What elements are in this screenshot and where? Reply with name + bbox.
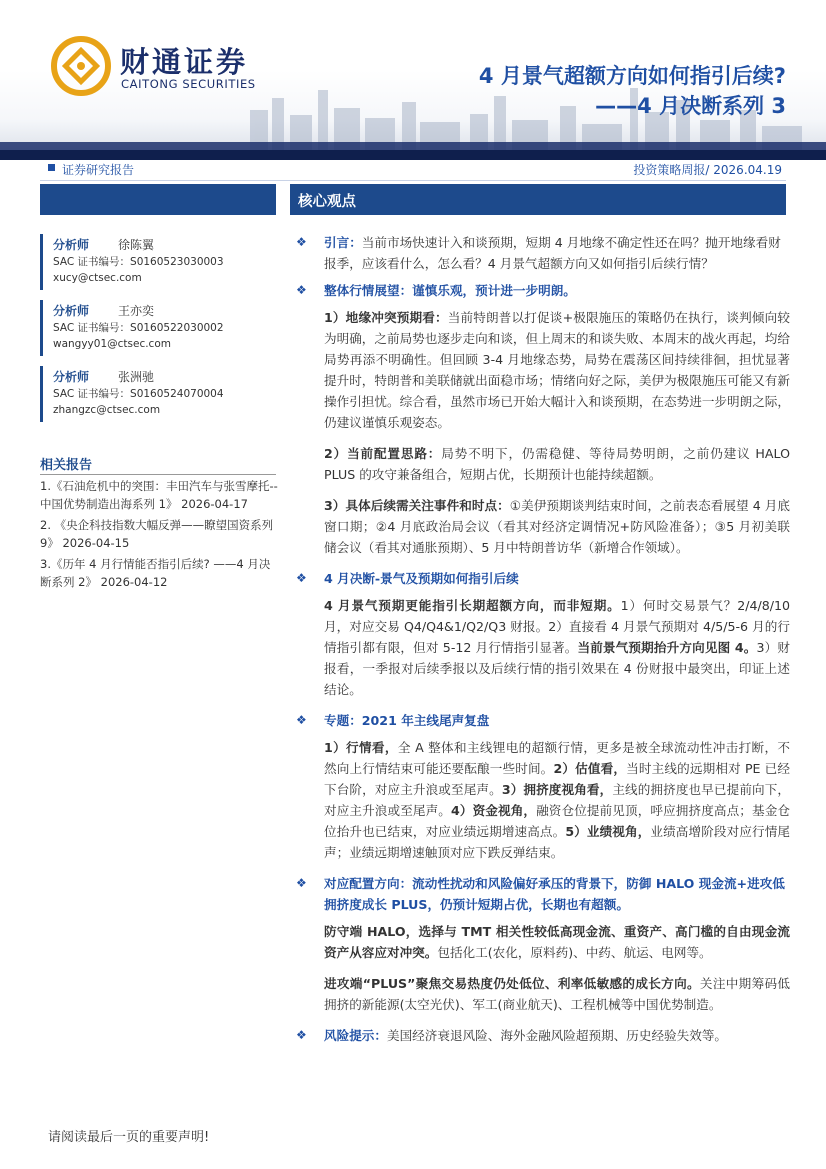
paragraph-highlight: 当前景气预期抬升方向见图 4。 xyxy=(577,640,757,655)
diamond-bullet-icon: ❖ xyxy=(296,571,307,585)
diamond-bullet-icon: ❖ xyxy=(296,713,307,727)
caitong-logo-icon xyxy=(50,35,112,97)
core-view-title: 核心观点 xyxy=(298,194,356,210)
paragraph-text: 1）何时交易景气？2/4/8/10 月，对应交易 Q4/Q4&1/Q2/Q3 财报。2）直接看 4 月景气预期对 4/5/5-6 月的行情指引都有限，但对 5-12 月行情指引显著。 xyxy=(324,598,790,655)
analyst-cert: SAC 证书编号：S0160524070004 xyxy=(53,388,224,400)
paragraph-label: 进攻端“PLUS”聚焦交易热度仍处低位、利率低敏感的成长方向。 xyxy=(324,976,700,991)
analyst-card xyxy=(40,366,279,422)
section-heading xyxy=(296,710,790,731)
topic-review-title: 专题：2021 年主线尾声复盘 xyxy=(324,713,490,728)
section-heading xyxy=(296,568,790,589)
intro-label: 引言： xyxy=(324,235,362,250)
analyst-name: 王亦奕 xyxy=(118,304,155,318)
paragraph-text: 包括化工(农化，原料药)、中药、航运、电网等。 xyxy=(437,945,712,960)
outlook-title: 整体行情展望：谨慎乐观，预计进一步明朗。 xyxy=(324,283,576,298)
paragraph-text: 局势不明下，仍需稳健、等待局势明朗，之前仍建议 HALO PLUS 的攻守兼备组合，短期占优，长期预计也能持续超额。 xyxy=(324,446,790,482)
paragraph-label: 3）拥挤度视角看， xyxy=(501,782,613,797)
analyst-email[interactable]: xucy@ctsec.com xyxy=(53,272,142,284)
risk-bullet xyxy=(296,1025,790,1046)
sidebar-header-bar xyxy=(40,184,276,215)
paragraph-label: 1）行情看， xyxy=(324,740,398,755)
analyst-email[interactable]: zhangzc@ctsec.com xyxy=(53,404,161,416)
analyst-email[interactable]: wangyy01@ctsec.com xyxy=(53,338,171,350)
related-reports-list xyxy=(40,478,280,595)
paragraph xyxy=(296,495,790,558)
analyst-name: 张洲驰 xyxy=(118,370,155,384)
paragraph-label: 2）估值看， xyxy=(553,761,627,776)
paragraph-label: 防守端 HALO，选择与 TMT 相关性较低高现金流、重资产、高门槛的自由现金流资产从容应对冲突。 xyxy=(324,924,790,960)
analyst-cert: SAC 证书编号：S0160523030003 xyxy=(53,256,224,268)
allocation-title: 对应配置方向：流动性扰动和风险偏好承压的背景下，防御 HALO 现金流+进攻低拥挤度成长 PLUS，仍预计短期占优，长期也有超额。 xyxy=(324,876,785,912)
diamond-bullet-icon: ❖ xyxy=(296,1028,307,1042)
paragraph-text: 当前特朗普以打促谈+极限施压的策略仍在执行，谈判倾向较为明确，之前局势也逐步走向和谈，但上周末的和谈失败、本周末的战火再起，均给局势再添不明确性。但回顾 3-4 月地缘态势，局势在震荡区间持续徘徊，担忧显著提升时，特朗普和美联储就出面稳市场；情绪向好之际，美伊为极限施压可能又有新操作引担忧。综合看，虽然市场已开始大幅计入和谈预期，在态势进一步明朗之际，仍建议谨慎乐观姿态。 xyxy=(324,310,790,430)
square-bullet-icon xyxy=(48,164,55,171)
brand-name-cn: 财通证券 xyxy=(120,45,249,79)
analyst-card xyxy=(40,234,279,290)
core-view-body xyxy=(296,232,790,1052)
analyst-role: 分析师 xyxy=(53,304,90,318)
report-subtitle: ——4 月决断系列 3 xyxy=(595,94,786,118)
april-decision-title: 4 月决断-景气及预期如何指引后续 xyxy=(324,571,519,586)
paragraph xyxy=(296,307,790,433)
intro-text: 当前市场快速计入和谈预期，短期 4 月地缘不确定性还在吗？抛开地缘看财报季，应该看什么，怎么看？4 月景气超额方向又如何指引后续行情？ xyxy=(324,235,781,271)
analyst-role: 分析师 xyxy=(53,370,90,384)
analyst-name: 徐陈翼 xyxy=(118,238,155,252)
paragraph-text: ①美伊预期谈判结束时间，之前表态看展望 4 月底窗口期；②4 月底政治局会议（看其对经济定调情况+防风险准备）；③5 月初美联储会议（看其对通胀预期）、5 月中特朗普访华（新增合作领域）。 xyxy=(324,498,790,555)
paragraph-text: 3）财报看，一季报对后续季报以及后续行情的指引效果在 4 份财报中最突出，印证上述结论。 xyxy=(324,640,790,697)
related-reports-title: 相关报告 xyxy=(40,458,93,473)
report-title: 4 月景气超额方向如何指引后续? xyxy=(478,64,786,88)
diamond-bullet-icon: ❖ xyxy=(296,283,307,297)
paragraph xyxy=(296,973,790,1015)
paragraph-text: 当时主线的远期相对 PE 已经下台阶，对应主升浪或至尾声。 xyxy=(324,761,791,797)
diamond-bullet-icon: ❖ xyxy=(296,876,307,890)
brand-name-en: CAITONG SECURITIES xyxy=(121,77,256,91)
core-view-header-bar xyxy=(290,184,786,215)
analyst-cert: SAC 证书编号：S0160522030002 xyxy=(53,322,224,334)
paragraph-text: 业绩高增阶段对应行情尾声；业绩远期增速触顶对应下跌反弹结束。 xyxy=(324,824,791,860)
paragraph-label: 1）地缘冲突预期看： xyxy=(324,310,448,325)
paragraph xyxy=(296,737,790,863)
section-heading xyxy=(296,280,790,301)
report-category-date: 投资策略周报/ 2026.04.19 xyxy=(633,163,782,177)
risk-label: 风险提示： xyxy=(324,1028,387,1043)
intro-bullet xyxy=(296,232,790,274)
diamond-bullet-icon: ❖ xyxy=(296,235,307,249)
paragraph-label: 4）资金视角， xyxy=(451,803,537,818)
paragraph-text: 主线的拥挤度也早已提前向下，对应主升浪或至尾声。 xyxy=(324,782,791,818)
header-divider xyxy=(40,180,786,181)
analyst-card xyxy=(40,300,279,356)
disclaimer-footer: 请阅读最后一页的重要声明! xyxy=(48,1130,210,1145)
related-report-item[interactable]: 2. 《央企科技指数大幅反弹——瞭望国资系列 9》 2026-04-15 xyxy=(40,518,274,550)
paragraph-label: 2）当前配置思路： xyxy=(324,446,442,461)
paragraph xyxy=(296,595,790,700)
analyst-role: 分析师 xyxy=(53,238,90,252)
section-heading xyxy=(296,873,790,915)
risk-text: 美国经济衰退风险、海外金融风险超预期、历史经验失效等。 xyxy=(386,1028,727,1043)
related-report-item[interactable]: 3.《历年 4 月行情能否指引后续? ——4 月决断系列 2》 2026-04-12 xyxy=(40,557,271,589)
related-report-item[interactable]: 1.《石油危机中的突围：丰田汽车与张雪摩托--中国优势制造出海系列 1》 2026-04-17 xyxy=(40,479,278,511)
paragraph-text: 关注中期筹码低拥挤的新能源(太空光伏)、军工(商业航天)、工程机械等中国优势制造。 xyxy=(324,976,791,1012)
paragraph-label: 3）具体后续需关注事件和时点： xyxy=(324,498,510,513)
paragraph xyxy=(296,443,790,485)
paragraph-label: 4 月景气预期更能指引长期超额方向，而非短期。 xyxy=(324,598,621,613)
paragraph xyxy=(296,921,790,963)
paragraph-text: 融资仓位提前见顶，呼应拥挤度高点；基金仓位抬升也已结束，对应业绩远期增速高点。 xyxy=(324,803,791,839)
paragraph-text: 全 A 整体和主线锂电的超额行情，更多是被全球流动性冲击打断，不然向上行情结束可能还要酝酿一些时间。 xyxy=(324,740,791,776)
related-reports-divider xyxy=(40,474,276,475)
paragraph-label: 5）业绩视角， xyxy=(565,824,651,839)
report-type: 证券研究报告 xyxy=(62,163,135,177)
